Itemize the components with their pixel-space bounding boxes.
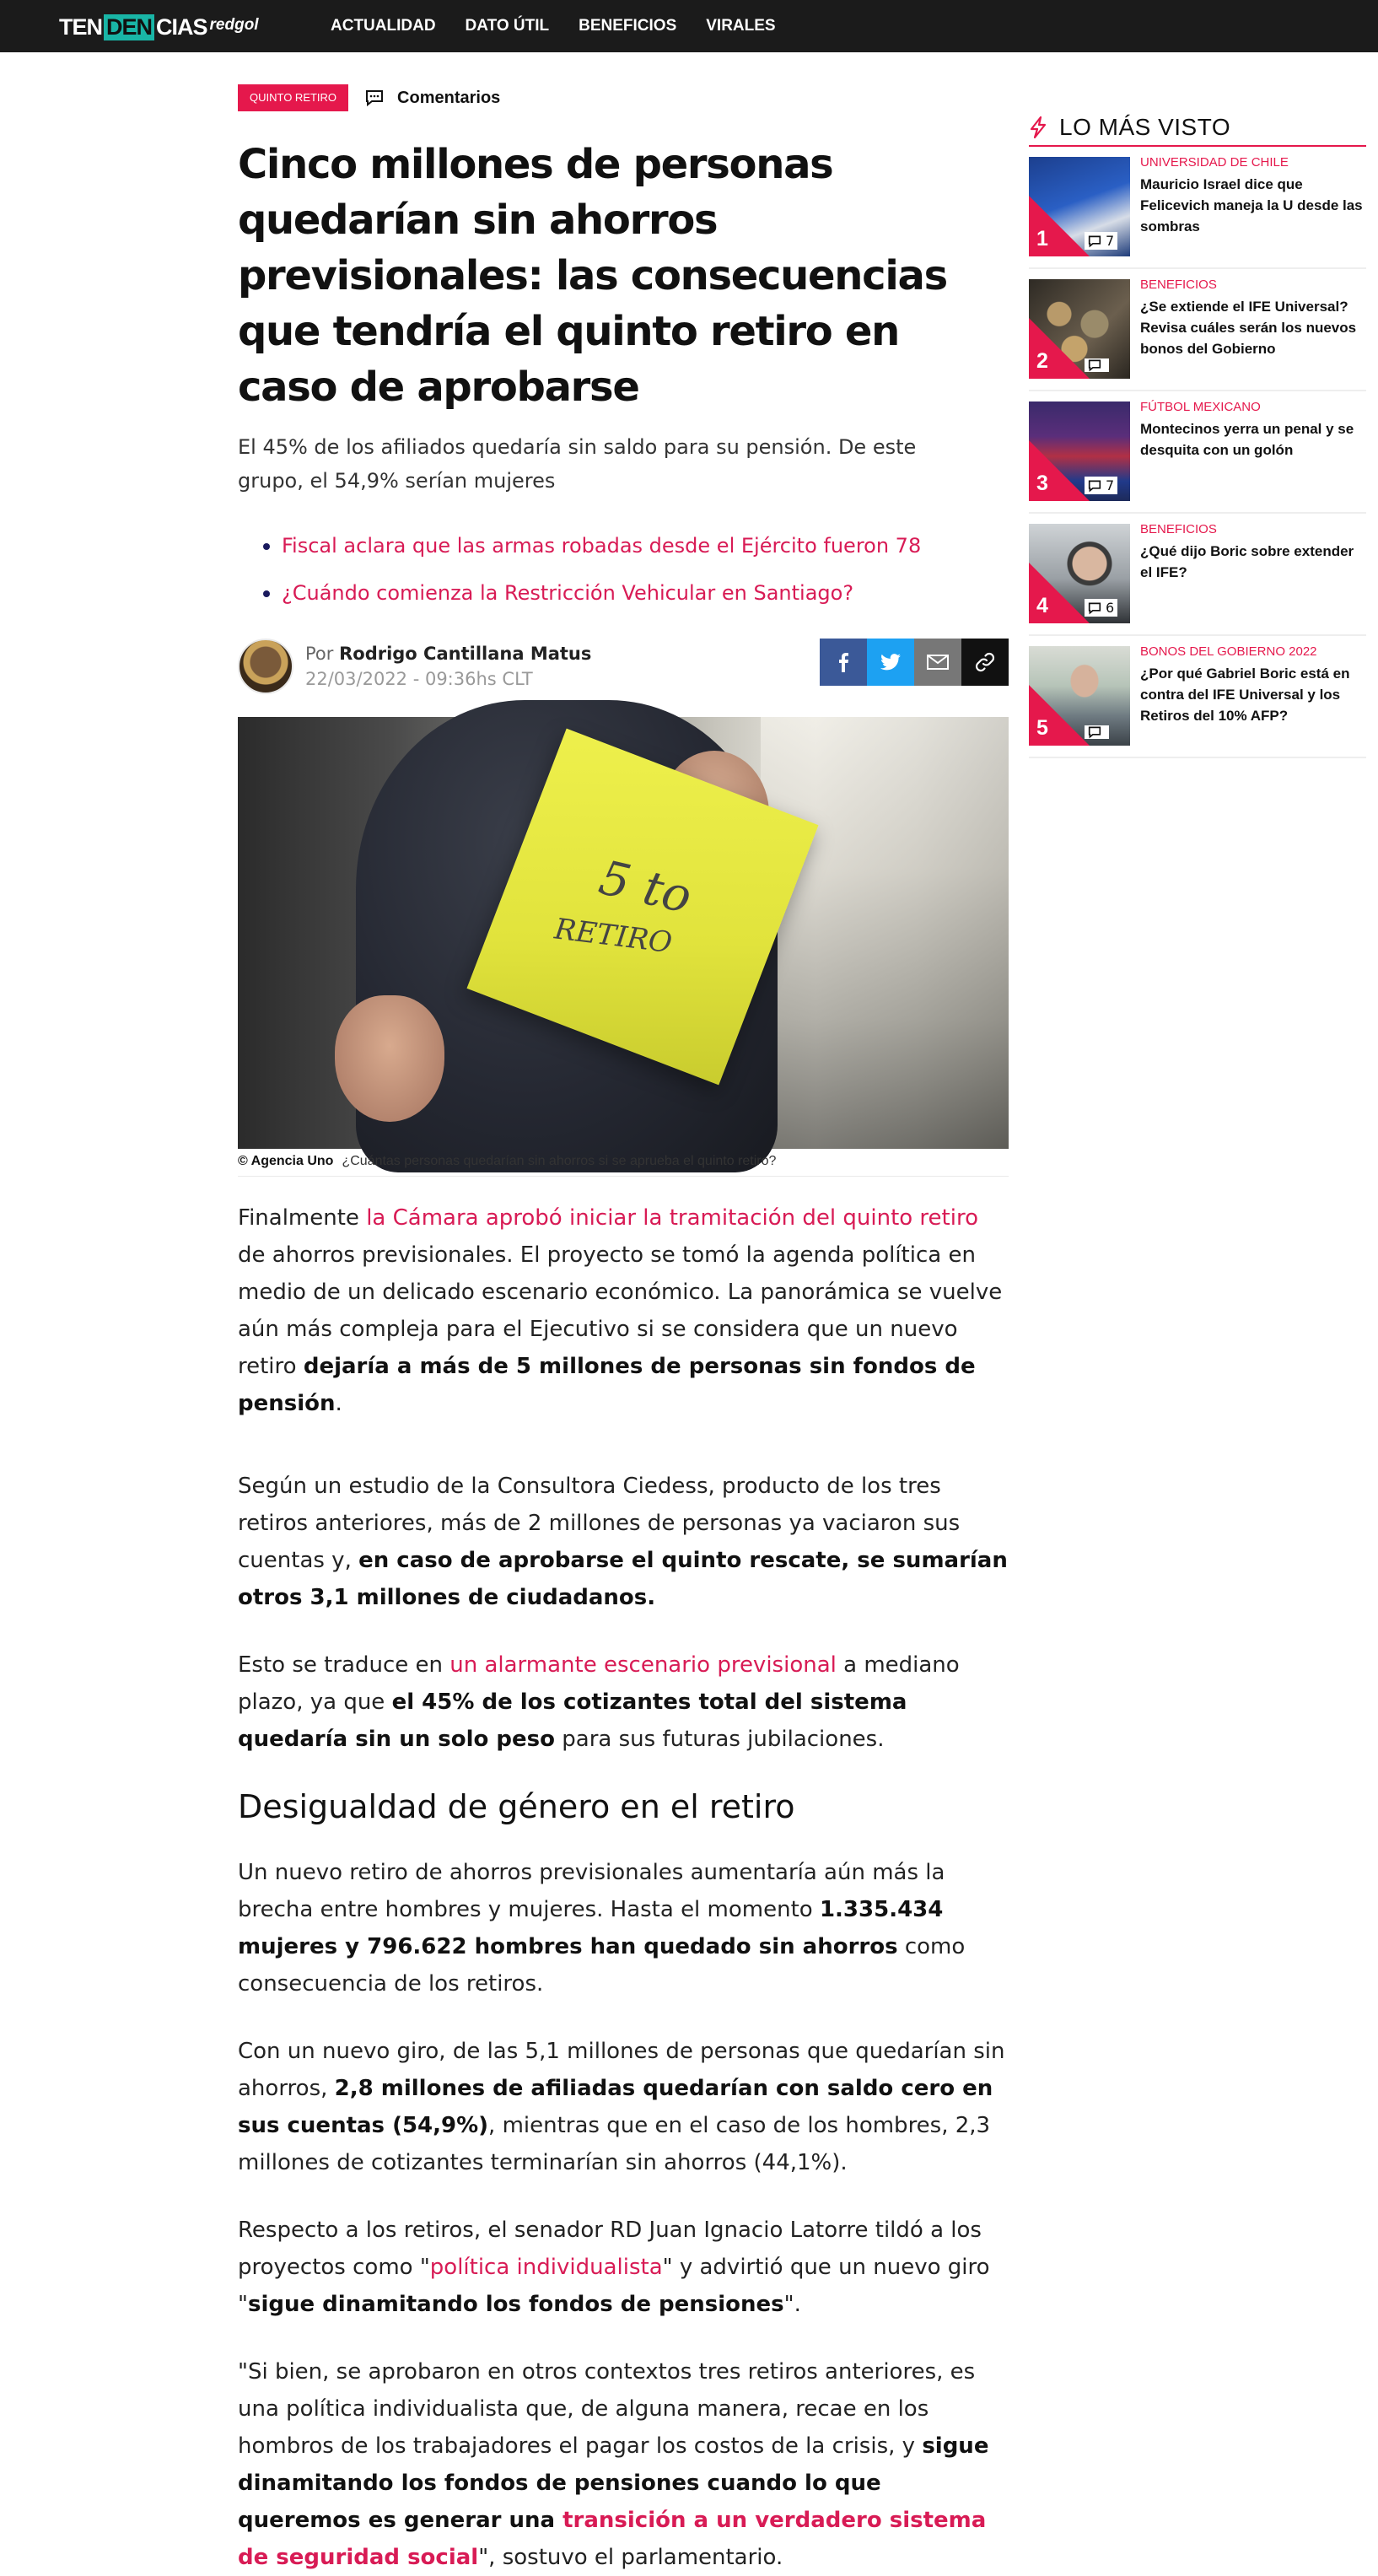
image-caption: [238, 1154, 776, 1169]
item-headline[interactable]: ¿Qué dijo Boric sobre extender el IFE?: [1140, 543, 1354, 580]
author-prefix: Por: [305, 644, 334, 664]
site-logo[interactable]: [59, 10, 259, 44]
comments-label: Comentarios: [397, 88, 501, 107]
top-navbar: [0, 0, 1378, 52]
caption-text: ¿Cuántas personas quedarían sin ahorros si se aprueba el quinto retiro?: [342, 1154, 777, 1168]
related-links: [263, 525, 988, 619]
most-viewed-item[interactable]: [1029, 636, 1366, 758]
nav-item-beneficios[interactable]: BENEFICIOS: [579, 17, 677, 35]
related-link-item: [263, 525, 988, 572]
link-icon: [975, 652, 995, 672]
item-headline[interactable]: ¿Se extiende el IFE Universal? Revisa cuáles serán los nuevos bonos del Gobierno: [1140, 299, 1357, 357]
nav-item-dato-util[interactable]: DATO ÚTIL: [465, 17, 550, 35]
inline-link[interactable]: transición a un verdadero sistema de seguridad social: [238, 2508, 987, 2570]
facebook-share-button[interactable]: [820, 639, 867, 686]
logo-text-den: DEN: [104, 14, 154, 40]
mail-icon: [927, 655, 949, 670]
rank-number: 1: [1036, 227, 1048, 251]
paragraph-7: "Si bien, se aprobaron en otros contextos tres retiros anteriores, es una política individualista que, de alguna manera, recae en los hombros de los trabajadores el pagar los costos de la crisis, y sigue dinamitando los fondos de pensiones cuando lo que queremos es generar una transición a un verdadero sistema de seguridad social", sostuvo el parlamentario.: [238, 2359, 989, 2570]
inline-link[interactable]: la Cámara aprobó iniciar la tramitación del quinto retiro: [366, 1205, 978, 1231]
item-headline[interactable]: Mauricio Israel dice que Felicevich maneja la U desde las sombras: [1140, 176, 1363, 234]
item-category[interactable]: UNIVERSIDAD DE CHILE: [1140, 155, 1289, 170]
twitter-share-button[interactable]: [867, 639, 914, 686]
paragraph-4: Un nuevo retiro de ahorros previsionales aumentaría aún más la brecha entre hombres y mujeres. Hasta el momento 1.335.434 mujeres y 796.622 hombres han quedado sin ahorros como consecuencia de los retiros.: [238, 1860, 966, 1997]
nav-item-virales[interactable]: VIRALES: [706, 17, 776, 35]
inline-link[interactable]: política individualista: [429, 2255, 663, 2280]
related-link[interactable]: Fiscal aclara que las armas robadas desde el Ejército fueron 78: [282, 534, 922, 558]
item-thumbnail[interactable]: [1029, 646, 1130, 746]
item-category[interactable]: FÚTBOL MEXICANO: [1140, 400, 1261, 414]
comment-count: [1085, 358, 1109, 372]
sidebar-title: LO MÁS VISTO: [1059, 114, 1231, 140]
logo-text-cias: CIAS: [156, 13, 207, 40]
rank-number: 5: [1036, 716, 1048, 740]
paragraph-5: Con un nuevo giro, de las 5,1 millones de personas que quedarían sin ahorros, 2,8 millones de afiliadas quedarían con saldo cero en sus cuentas (54,9%), mientras que en el caso de los hombres, 2,3 millones de cotizantes terminarían sin ahorros (44,1%).: [238, 2039, 1005, 2175]
category-row: [238, 84, 500, 111]
paragraph-3: Esto se traduce en un alarmante escenario previsional a mediano plazo, ya que el 45% de los cotizantes total del sistema quedaría sin un solo peso para sus futuras jubilaciones.: [238, 1652, 960, 1752]
comment-icon: [1088, 602, 1101, 614]
comment-icon: [365, 89, 384, 106]
rank-number: 4: [1036, 594, 1048, 617]
item-category[interactable]: BONOS DEL GOBIERNO 2022: [1140, 644, 1317, 659]
comments-link[interactable]: [365, 89, 500, 108]
most-viewed-item[interactable]: [1029, 391, 1366, 514]
most-viewed-sidebar: [1029, 110, 1366, 758]
twitter-icon: [880, 654, 901, 671]
copy-link-button[interactable]: [961, 639, 1009, 686]
paragraph-6: Respecto a los retiros, el senador RD Juan Ignacio Latorre tildó a los proyectos como "política individualista" y advirtió que un nuevo giro "sigue dinamitando los fondos de pensiones".: [238, 2218, 990, 2317]
comment-icon: [1088, 480, 1101, 492]
most-viewed-item[interactable]: [1029, 147, 1366, 269]
author-avatar[interactable]: [238, 639, 293, 694]
facebook-icon: [837, 652, 849, 672]
yellow-folder: 5 to RETIRO: [466, 729, 818, 1086]
related-link[interactable]: ¿Cuándo comienza la Restricción Vehicular en Santiago?: [282, 581, 854, 605]
hero-image: [238, 717, 1009, 1149]
author-byline: [305, 644, 591, 664]
article-lead: El 45% de los afiliados quedaría sin saldo para su pensión. De este grupo, el 54,9% serían mujeres: [238, 435, 917, 493]
item-category[interactable]: BENEFICIOS: [1140, 278, 1217, 292]
related-link-item: [263, 572, 988, 619]
comment-icon: [1088, 235, 1101, 247]
comment-icon: [1088, 726, 1101, 738]
author-block: [238, 639, 1009, 698]
item-category[interactable]: BENEFICIOS: [1140, 522, 1217, 536]
comment-count: 7: [1085, 477, 1117, 494]
logo-text-redgol: redgol: [209, 15, 259, 34]
rank-number: 3: [1036, 472, 1048, 495]
comment-count: 6: [1085, 599, 1117, 617]
item-thumbnail[interactable]: [1029, 279, 1130, 379]
item-thumbnail[interactable]: [1029, 524, 1130, 623]
author-name[interactable]: Rodrigo Cantillana Matus: [339, 644, 592, 664]
item-headline[interactable]: Montecinos yerra un penal y se desquita con un golón: [1140, 421, 1354, 458]
comment-count: [1085, 725, 1109, 739]
section-heading: Desigualdad de género en el retiro: [238, 1788, 795, 1825]
publish-date: 22/03/2022 - 09:36hs CLT: [305, 669, 533, 689]
email-share-button[interactable]: [914, 639, 961, 686]
item-headline[interactable]: ¿Por qué Gabriel Boric está en contra del IFE Universal y los Retiros del 10% AFP?: [1140, 666, 1350, 724]
most-viewed-item[interactable]: [1029, 514, 1366, 636]
article-title: Cinco millones de personas quedarían sin ahorros previsionales: las consecuencias que tendría el quinto retiro en caso de aprobarse: [238, 141, 947, 411]
nav-item-actualidad[interactable]: ACTUALIDAD: [331, 17, 436, 35]
main-nav: [331, 0, 776, 52]
item-thumbnail[interactable]: [1029, 157, 1130, 256]
share-buttons: [820, 639, 1009, 686]
paragraph-2: Según un estudio de la Consultora Ciedess, producto de los tres retiros anteriores, más de 2 millones de personas ya vaciaron sus cuentas y, en caso de aprobarse el quinto rescate, se sumarían otros 3,1 millones de ciudadanos.: [238, 1474, 1008, 1610]
rank-number: 2: [1036, 349, 1048, 373]
paragraph-1: Finalmente la Cámara aprobó iniciar la tramitación del quinto retiro de ahorros previsionales. El proyecto se tomó la agenda política en medio de un delicado escenario económico. La panorámica se vuelve aún más compleja para el Ejecutivo si se considera que un nuevo retiro dejaría a más de 5 millones de personas sin fondos de pensión.: [238, 1205, 1003, 1416]
sidebar-header: [1029, 110, 1366, 147]
logo-text-ten: TEN: [59, 13, 102, 40]
caption-credit: © Agencia Uno: [238, 1154, 334, 1168]
comment-icon: [1088, 359, 1101, 371]
comment-count: 7: [1085, 232, 1117, 250]
category-badge[interactable]: QUINTO RETIRO: [238, 84, 348, 111]
most-viewed-item[interactable]: [1029, 269, 1366, 391]
caption-divider: [238, 1176, 1009, 1177]
inline-link[interactable]: un alarmante escenario previsional: [449, 1652, 837, 1678]
lightning-icon: [1029, 116, 1047, 138]
item-thumbnail[interactable]: [1029, 401, 1130, 501]
